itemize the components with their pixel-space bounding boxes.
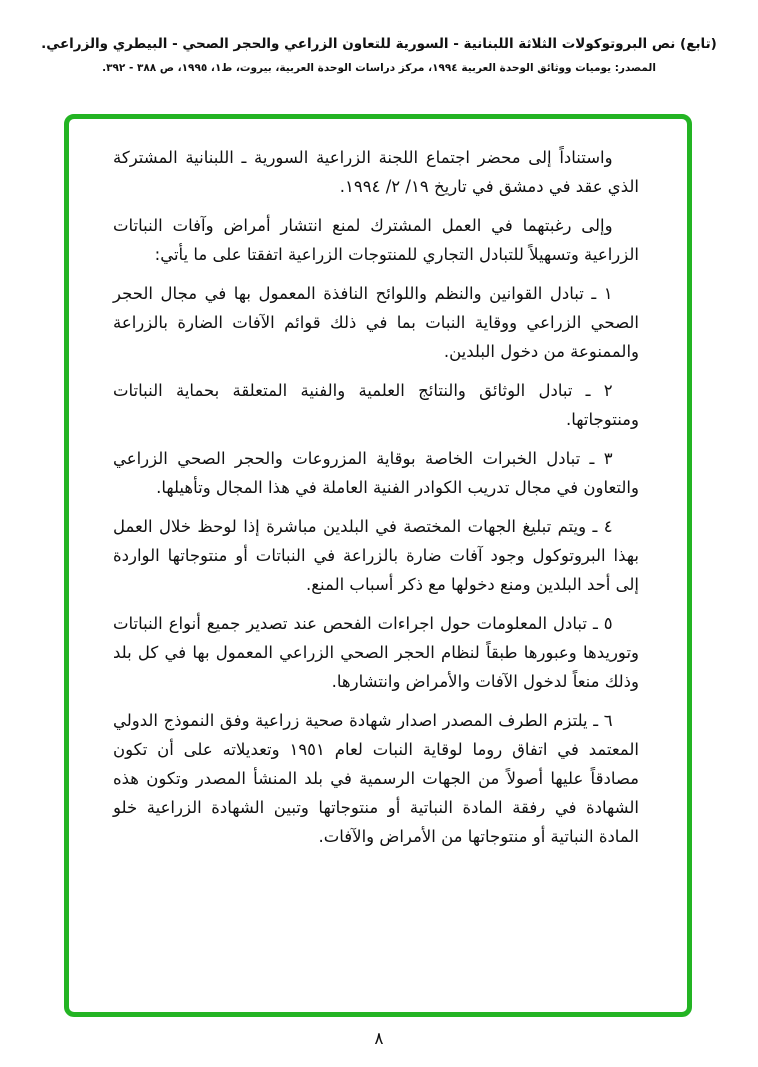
source-citation: المصدر: يوميات ووثائق الوحدة العربية ١٩٩٤، مركز دراسات الوحدة العربية، بيروت، ط١، ١٩٩٥، ص ٣٨٨ - ٣٩٢. <box>102 62 656 75</box>
document-header <box>0 0 758 74</box>
clause-1: ١ ـ تبادل القوانين والنظم واللوائح النافذة المعمول بها في مجال الحجر الصحي الزراعي ووقاية النبات بما في ذلك قوائم الآفات الضارة بالزراعة والممنوعة من دخول البلدين. <box>113 284 639 361</box>
clause-3: ٣ ـ تبادل الخبرات الخاصة بوقاية المزروعات والحجر الصحي الزراعي والتعاون في مجال تدريب الكوادر الفنية العاملة في هذا المجال وتأهيلها. <box>113 449 639 497</box>
preamble-paragraph: وإلى رغبتهما في العمل المشترك لمنع انتشار أمراض وآفات النباتات الزراعية وتسهيلاً للتبادل التجاري للمنتوجات الزراعية اتفقتا على ما يأتي: <box>113 216 639 264</box>
document-title: (تابع) نص البروتوكولات الثلاثة اللبنانية - السورية للتعاون الزراعي والحجر الصحي - البيطري والزراعي. <box>41 36 717 52</box>
clause-4: ٤ ـ ويتم تبليغ الجهات المختصة في البلدين مباشرة إذا لوحظ خلال العمل بهذا البروتوكول وجود آفات ضارة بالزراعة في النباتات أو منتوجاتها الواردة إلى أحد البلدين ومنع دخولها مع ذكر أسباب المنع. <box>113 517 639 594</box>
page-number: ٨ <box>374 1029 384 1049</box>
intro-paragraph: واستناداً إلى محضر اجتماع اللجنة الزراعية السورية ـ اللبنانية المشتركة الذي عقد في دمشق في تاريخ ١٩/ ٢/ ١٩٩٤. <box>113 148 639 196</box>
clause-2: ٢ ـ تبادل الوثائق والنتائج العلمية والفنية المتعلقة بحماية النباتات ومنتوجاتها. <box>113 381 639 429</box>
content-frame <box>64 114 692 1017</box>
clause-6: ٦ ـ يلتزم الطرف المصدر اصدار شهادة صحية زراعية وفق النموذج الدولي المعتمد في اتفاق روما لوقاية النبات لعام ١٩٥١ وتعديلاته على أن تكون مصادقاً عليها أصولاً من الجهات الرسمية في بلد المنشأ المصدر وتكون هذه الشهادة في رفقة المادة النباتية أو منتوجاتها وتبين الشهادة الزراعية خلو المادة النباتية أو منتوجاتها من الأمراض والآفات. <box>113 711 639 846</box>
clause-5: ٥ ـ تبادل المعلومات حول اجراءات الفحص عند تصدير جميع أنواع النباتات وتوريدها وعبورها طبقاً لنظام الحجر الصحي الزراعي المعمول بها في كل بلد وذلك منعاً لدخول الآفات والأمراض وانتشارها. <box>113 614 639 691</box>
